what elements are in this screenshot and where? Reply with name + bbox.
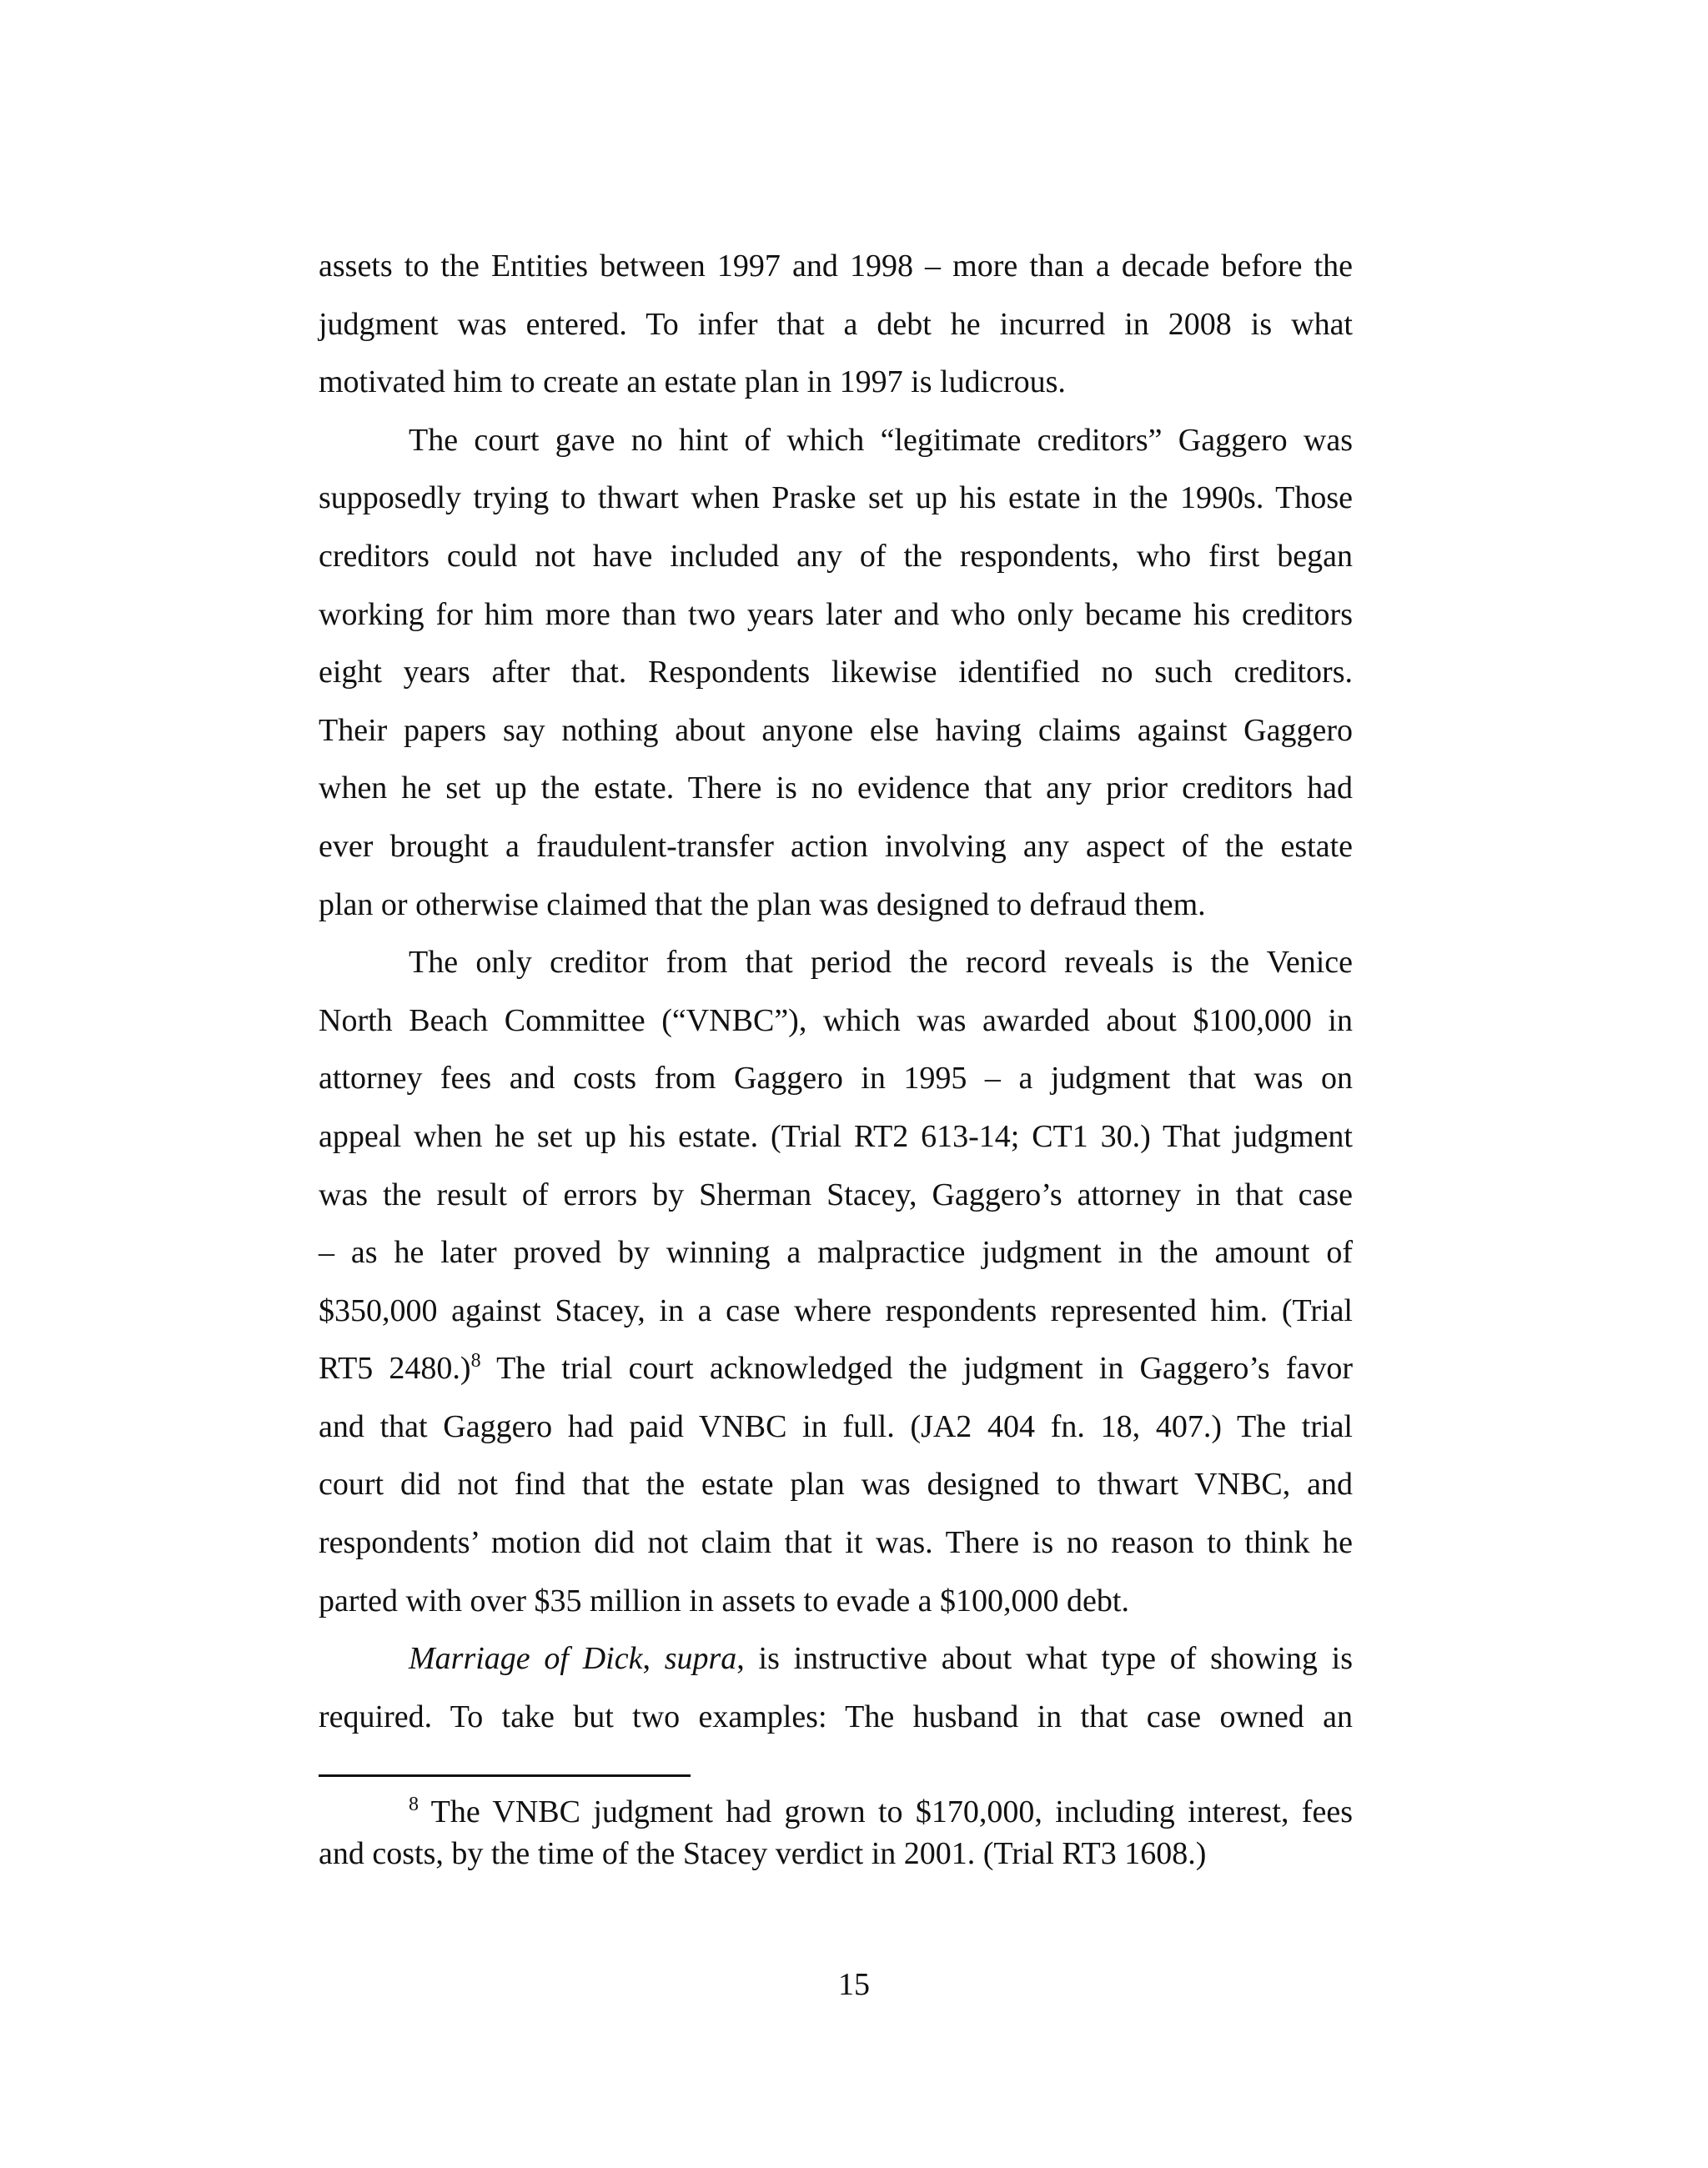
footnote-line bbox=[319, 1791, 1353, 1833]
text-line: $350,000 against Stacey, in a case where respondents represented him. (Trial bbox=[319, 1292, 1353, 1328]
text-line-with-footnote bbox=[319, 1340, 1353, 1398]
text-line: eight years after that. Respondents likewise identified no such creditors. bbox=[319, 655, 1353, 690]
text-line: creditors could not have included any of the respondents, who first began bbox=[319, 538, 1353, 574]
text-line: was the result of errors by Sherman Stacey, Gaggero’s attorney in that case bbox=[319, 1177, 1353, 1212]
text-line: ever brought a fraudulent-transfer action involving any aspect of the estate bbox=[319, 828, 1353, 864]
text-line: required. To take but two examples: The husband in that case owned an bbox=[319, 1699, 1353, 1734]
text-line: judgment was entered. To infer that a debt he incurred in 2008 is what bbox=[319, 306, 1353, 342]
text-line: Their papers say nothing about anyone else having claims against Gaggero bbox=[319, 712, 1353, 748]
text-line: parted with over $35 million in assets to evade a $100,000 debt. bbox=[319, 1583, 1129, 1618]
text-line: working for him more than two years later and who only became his creditors bbox=[319, 596, 1353, 632]
text-line: court did not find that the estate plan was designed to thwart VNBC, and bbox=[319, 1467, 1353, 1503]
text-line: assets to the Entities between 1997 and 1998 – more than a decade before the bbox=[319, 248, 1353, 284]
footnote-text: The VNBC judgment had grown to $170,000, including interest, fees bbox=[419, 1794, 1353, 1829]
text-segment: The trial court acknowledged the judgment in Gaggero’s favor bbox=[480, 1351, 1353, 1387]
text-line: respondents’ motion did not claim that it was. There is no reason to think he bbox=[319, 1525, 1353, 1561]
text-line bbox=[319, 1630, 1353, 1689]
text-line: supposedly trying to thwart when Praske set up his estate in the 1990s. Those bbox=[319, 480, 1353, 516]
footnote-divider bbox=[319, 1774, 691, 1777]
footnote-reference[interactable]: 8 bbox=[470, 1350, 481, 1373]
footnote-line: and costs, by the time of the Stacey verdict in 2001. (Trial RT3 1608.) bbox=[319, 1836, 1207, 1871]
text-line: – as he later proved by winning a malpractice judgment in the amount of bbox=[319, 1235, 1353, 1271]
text-line: attorney fees and costs from Gaggero in 1995 – a judgment that was on bbox=[319, 1061, 1353, 1097]
footnote-marker: 8 bbox=[409, 1794, 419, 1815]
text-segment: , bbox=[642, 1641, 665, 1677]
text-line: and that Gaggero had paid VNBC in full. (JA2 404 fn. 18, 407.) The trial bbox=[319, 1408, 1353, 1444]
footnote-8 bbox=[319, 1791, 1353, 1874]
text-line: plan or otherwise claimed that the plan was designed to defraud them. bbox=[319, 886, 1206, 922]
text-segment: RT5 2480.) bbox=[319, 1351, 471, 1387]
paragraph-1 bbox=[319, 238, 1353, 412]
body-text bbox=[319, 238, 1353, 1746]
text-line: appeal when he set up his estate. (Trial RT2 613-14; CT1 30.) That judgment bbox=[319, 1118, 1353, 1154]
supra-signal: supra bbox=[664, 1641, 737, 1677]
text-line: North Beach Committee (“VNBC”), which was awarded about $100,000 in bbox=[319, 1002, 1353, 1038]
paragraph-3 bbox=[319, 934, 1353, 1630]
paragraph-2 bbox=[319, 412, 1353, 934]
text-line: motivated him to create an estate plan in 1997 is ludicrous. bbox=[319, 364, 1066, 400]
case-name: Marriage of Dick bbox=[409, 1641, 643, 1677]
text-line: The court gave no hint of which “legitimate creditors” Gaggero was bbox=[409, 422, 1353, 458]
text-line: The only creditor from that period the record reveals is the Venice bbox=[409, 945, 1353, 981]
text-line: when he set up the estate. There is no evidence that any prior creditors had bbox=[319, 770, 1353, 806]
paragraph-4 bbox=[319, 1630, 1353, 1746]
text-segment: , is instructive about what type of showing is bbox=[736, 1641, 1353, 1677]
page-number: 15 bbox=[838, 1967, 870, 2002]
